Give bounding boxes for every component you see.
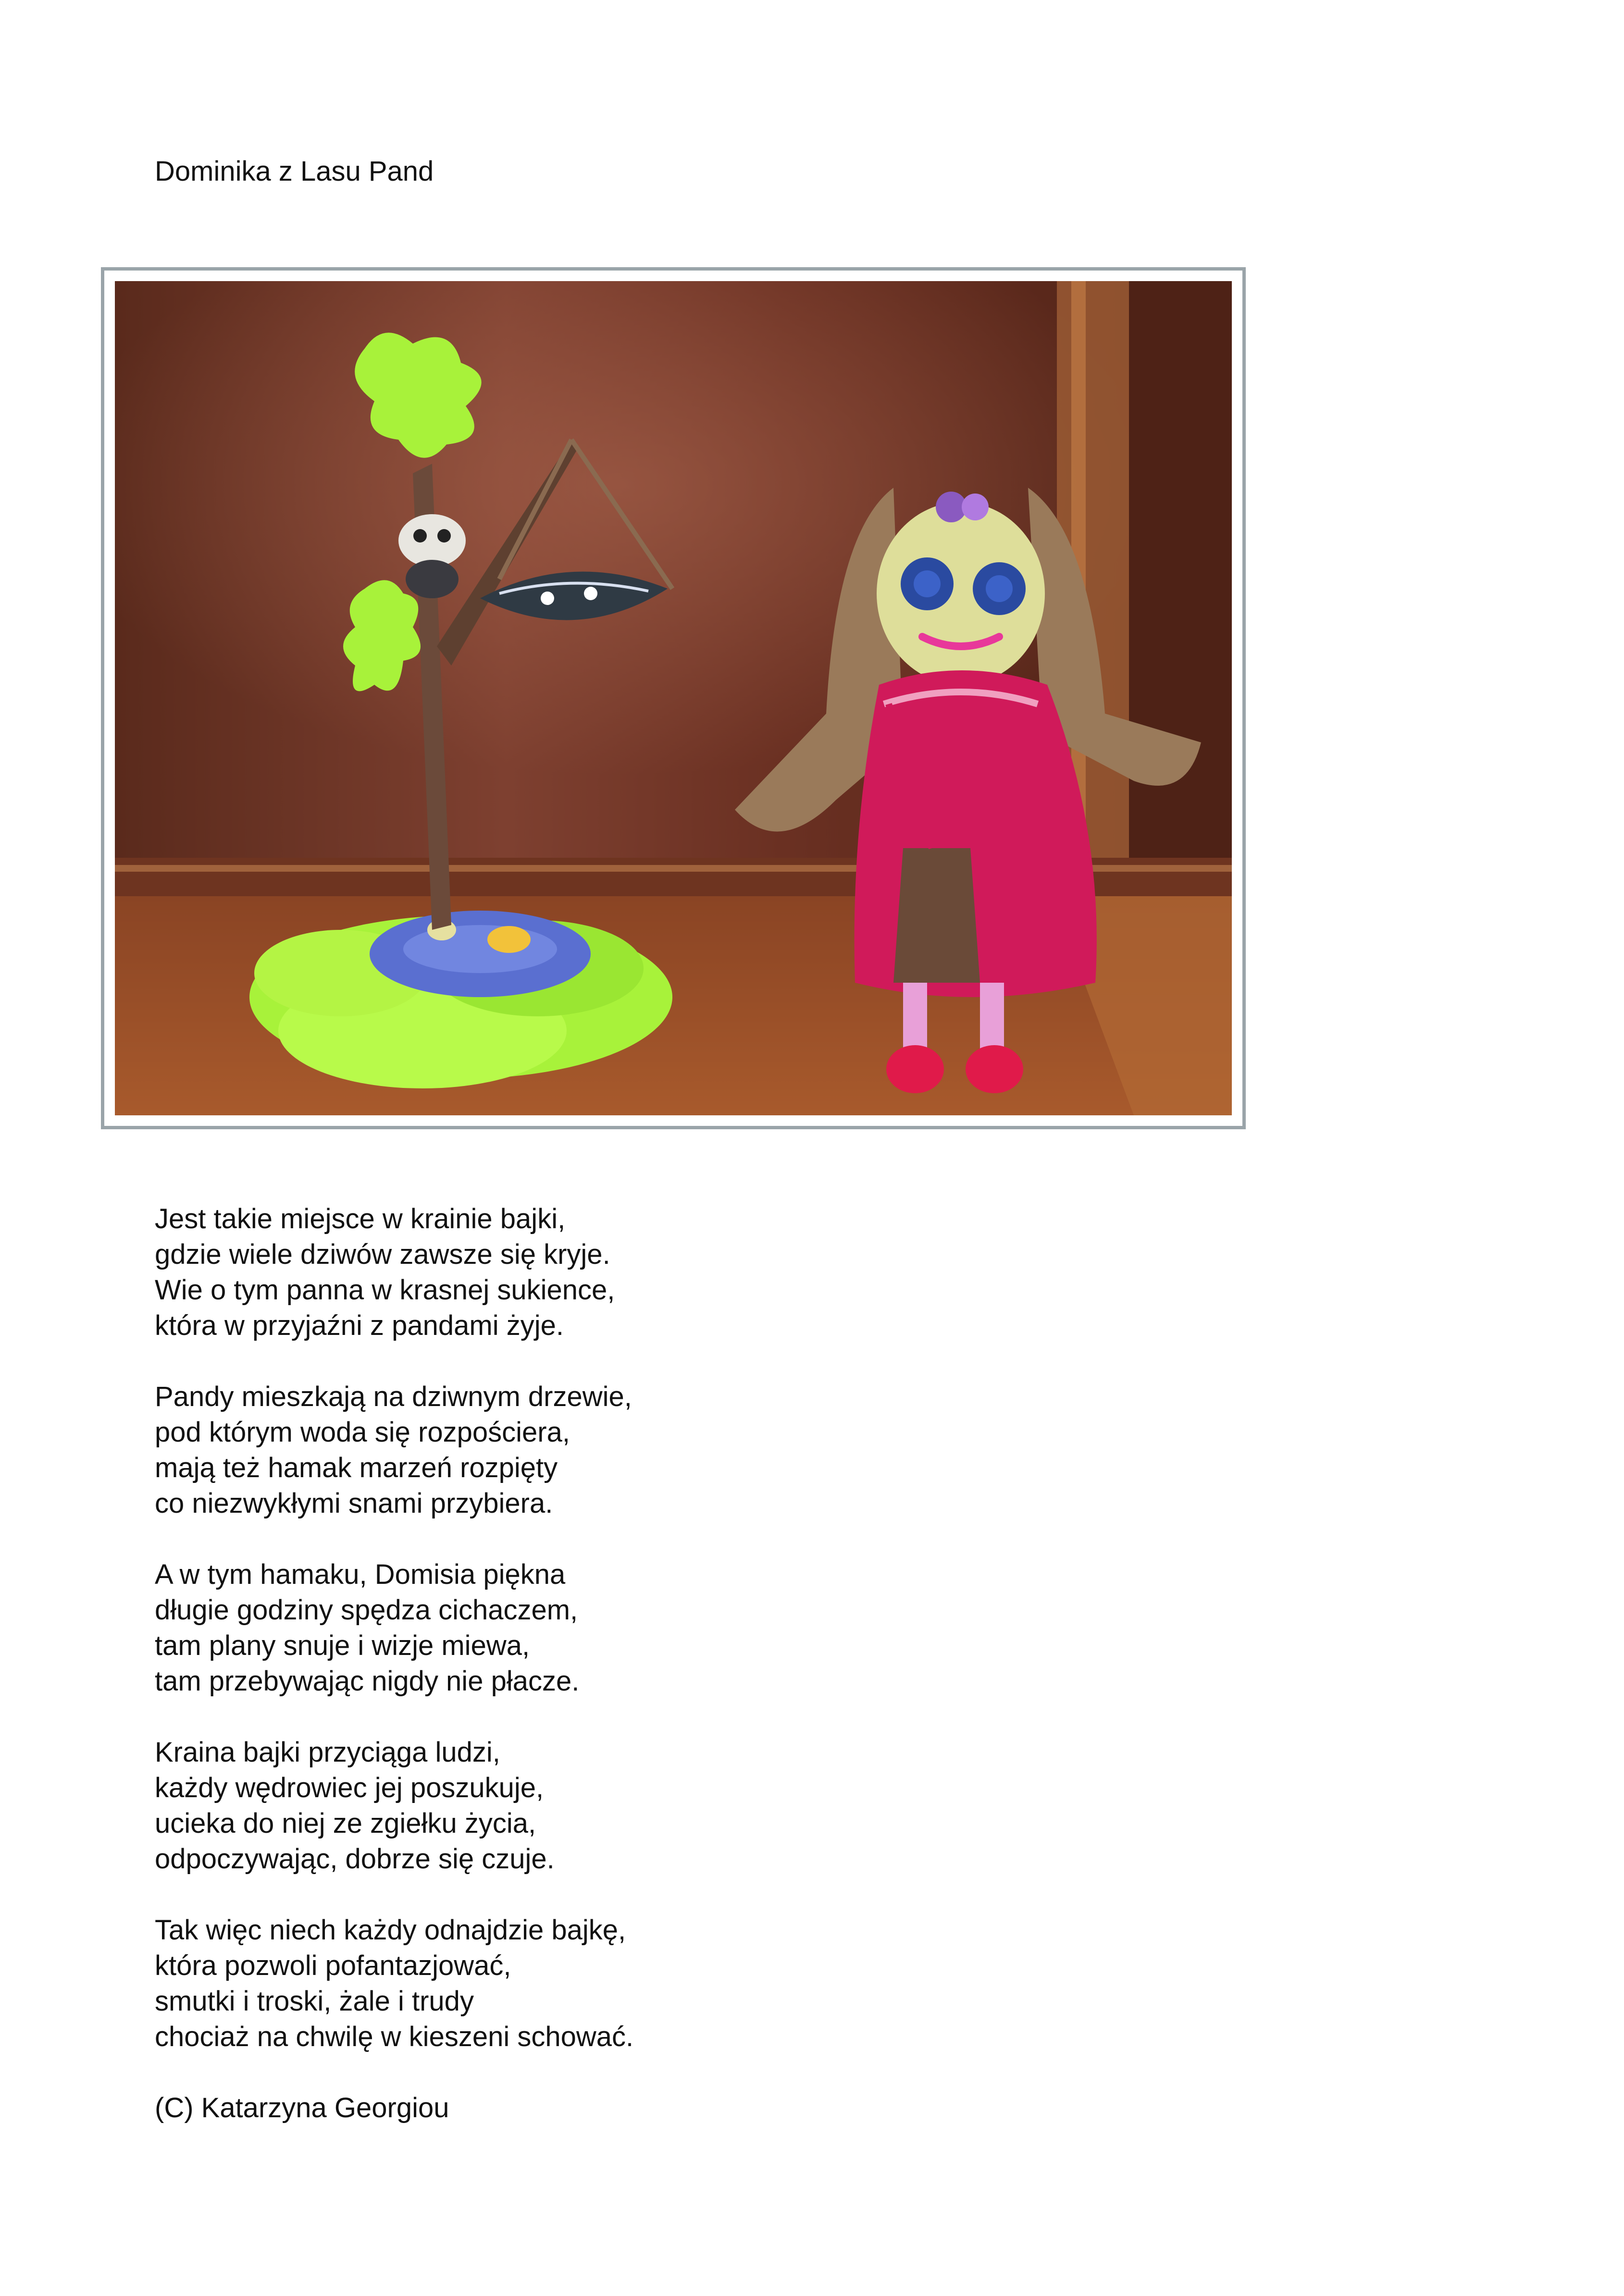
photo-doll-and-panda-tree xyxy=(115,281,1232,1115)
stanza-1 xyxy=(155,1201,1116,1344)
poem-line: która w przyjaźni z pandami żyje. xyxy=(155,1310,564,1341)
poem-line: smutki i troski, żale i trudy xyxy=(155,1986,474,2017)
poem-line: Pandy mieszkają na dziwnym drzewie, xyxy=(155,1381,632,1412)
poem-line: Jest takie miejsce w krainie bajki, xyxy=(155,1203,566,1234)
poem-line: A w tym hamaku, Domisia piękna xyxy=(155,1559,566,1590)
stanza-2 xyxy=(155,1379,1116,1521)
copyright-line: (C) Katarzyna Georgiou xyxy=(155,2092,449,2123)
stanza-4 xyxy=(155,1735,1116,1877)
panda-figure xyxy=(398,514,466,567)
poem-line: każdy wędrowiec jej poszukuje, xyxy=(155,1772,544,1803)
poem-line: Tak więc niech każdy odnajdzie bajkę, xyxy=(155,1914,626,1946)
poem-line: mają też hamak marzeń rozpięty xyxy=(155,1452,558,1483)
stanza-3 xyxy=(155,1557,1116,1699)
poem-line: Kraina bajki przyciąga ludzi, xyxy=(155,1737,500,1768)
poem-line: chociaż na chwilę w kieszeni schować. xyxy=(155,2021,634,2052)
document-title: Dominika z Lasu Pand xyxy=(155,156,434,187)
doll-shoes xyxy=(886,1045,944,1093)
poem-line: gdzie wiele dziwów zawsze się kryje. xyxy=(155,1239,610,1270)
poem-line: ucieka do niej ze zgiełku życia, xyxy=(155,1808,536,1839)
poem-line: tam przebywając nigdy nie płacze. xyxy=(155,1666,580,1697)
poem-line: odpoczywając, dobrze się czuje. xyxy=(155,1843,555,1875)
doll-bag xyxy=(893,848,980,983)
poem-line: Wie o tym panna w krasnej sukience, xyxy=(155,1274,615,1306)
stanza-5 xyxy=(155,1913,1116,2055)
poem-line: co niezwykłymi snami przybiera. xyxy=(155,1488,553,1519)
poem xyxy=(155,1201,1116,2126)
photo-illustration xyxy=(115,281,1232,1115)
poem-line: która pozwoli pofantazjować, xyxy=(155,1950,511,1981)
poem-line: tam plany snuje i wizje miewa, xyxy=(155,1630,530,1661)
poem-line: pod którym woda się rozpościera, xyxy=(155,1417,570,1448)
poem-line: długie godziny spędza cichaczem, xyxy=(155,1594,578,1626)
doll-legs xyxy=(903,983,927,1055)
photo-frame xyxy=(101,267,1246,1129)
